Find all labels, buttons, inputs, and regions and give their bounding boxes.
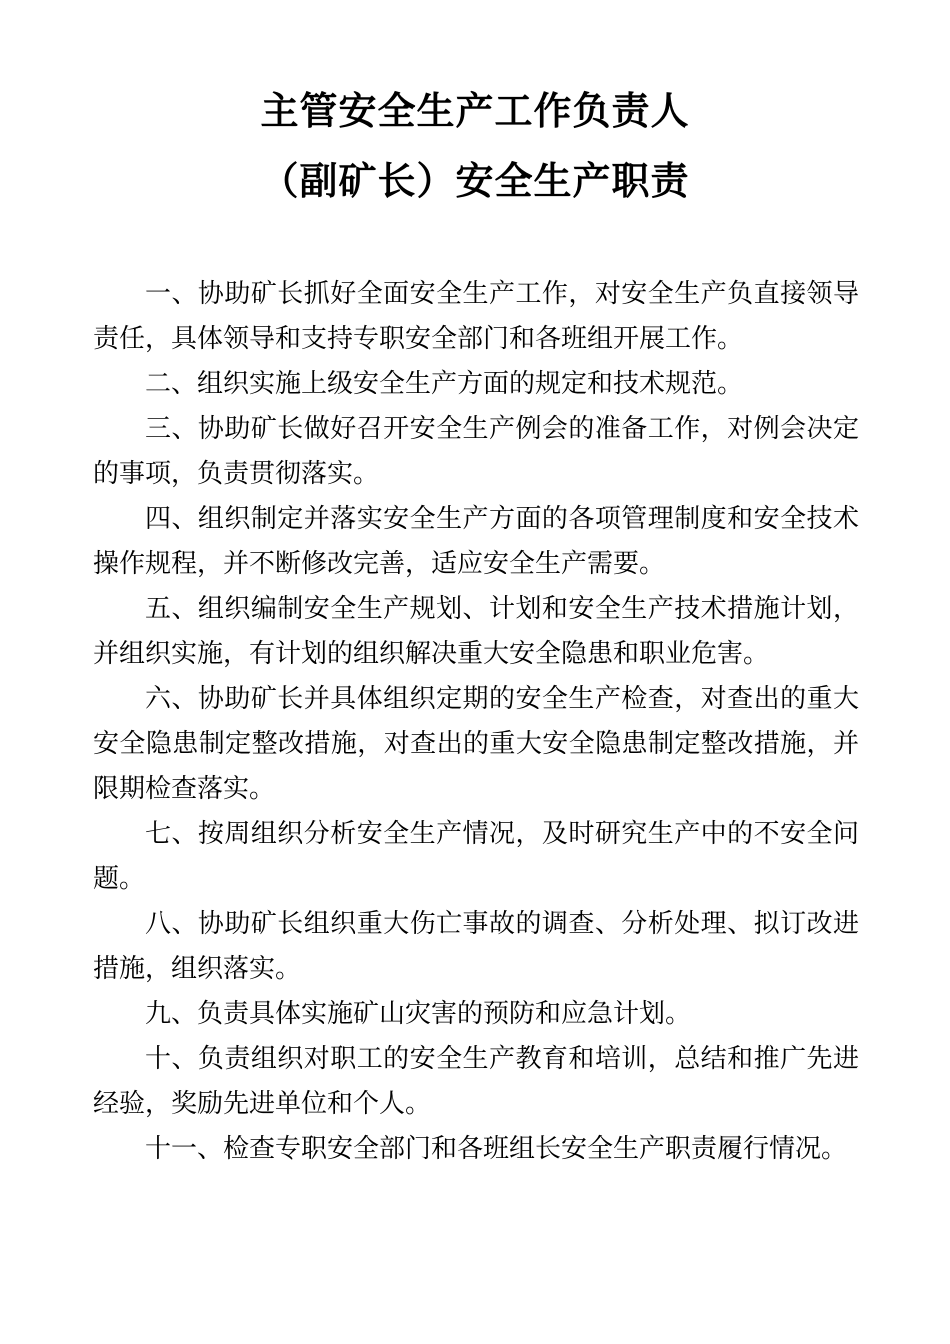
paragraph-5: 五、组织编制安全生产规划、计划和安全生产技术措施计划，并组织实施，有计划的组织解决重大安全隐患和职业危害。 bbox=[93, 594, 859, 669]
paragraph-6: 六、协助矿长并具体组织定期的安全生产检查，对查出的重大安全隐患制定整改措施，对查出的重大安全隐患制定整改措施，并限期检查落实。 bbox=[93, 684, 859, 804]
paragraph-4: 四、组织制定并落实安全生产方面的各项管理制度和安全技术操作规程，并不断修改完善，适应安全生产需要。 bbox=[93, 504, 859, 579]
paragraph-8: 八、协助矿长组织重大伤亡事故的调查、分析处理、拟订改进措施，组织落实。 bbox=[93, 909, 859, 984]
document-body bbox=[93, 272, 859, 1172]
paragraph-3: 三、协助矿长做好召开安全生产例会的准备工作，对例会决定的事项，负责贯彻落实。 bbox=[93, 414, 859, 489]
paragraph-1: 一、协助矿长抓好全面安全生产工作，对安全生产负直接领导责任，具体领导和支持专职安全部门和各班组开展工作。 bbox=[93, 279, 859, 354]
document-title-line-1: 主管安全生产工作负责人 bbox=[260, 89, 690, 133]
paragraph-11: 十一、检查专职安全部门和各班组长安全生产职责履行情况。 bbox=[145, 1134, 848, 1164]
paragraph-9: 九、负责具体实施矿山灾害的预防和应急计划。 bbox=[145, 999, 692, 1029]
paragraph-2: 二、组织实施上级安全生产方面的规定和技术规范。 bbox=[145, 369, 744, 399]
document-title-line-2: （副矿长）安全生产职责 bbox=[260, 159, 690, 203]
paragraph-7: 七、按周组织分析安全生产情况，及时研究生产中的不安全问题。 bbox=[93, 819, 859, 894]
paragraph-10: 十、负责组织对职工的安全生产教育和培训，总结和推广先进经验，奖励先进单位和个人。 bbox=[93, 1044, 859, 1119]
